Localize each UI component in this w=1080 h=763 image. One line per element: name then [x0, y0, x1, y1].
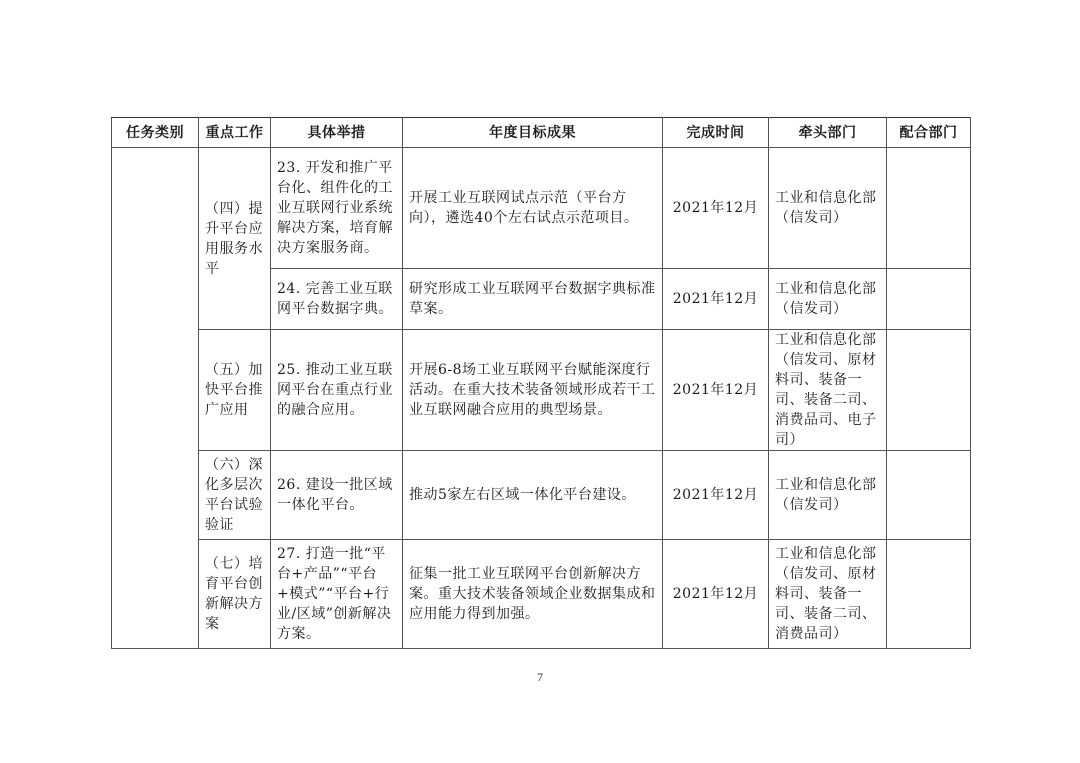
time-cell: 2021年12月: [663, 451, 769, 540]
support-cell: [887, 148, 971, 269]
header-lead-department: 牵头部门: [769, 118, 887, 148]
measure-cell: 23. 开发和推广平台化、组件化的工业互联网行业系统解决方案，培育解决方案服务商。: [271, 148, 403, 269]
table-row: [112, 148, 971, 269]
page-number: 7: [537, 670, 543, 684]
goal-cell: 征集一批工业互联网平台创新解决方案。重大技术装备领域企业数据集成和应用能力得到加强。: [403, 540, 663, 649]
header-completion-time: 完成时间: [663, 118, 769, 148]
header-support-department: 配合部门: [887, 118, 971, 148]
support-cell: [887, 269, 971, 330]
lead-cell: 工业和信息化部（信发司）: [769, 451, 887, 540]
support-cell: [887, 451, 971, 540]
table-row: [112, 330, 971, 451]
key-work-cell: （七）培育平台创新解决方案: [199, 540, 271, 649]
table-header-row: [112, 118, 971, 148]
header-annual-goal: 年度目标成果: [403, 118, 663, 148]
support-cell: [887, 330, 971, 451]
goal-cell: 开展工业互联网试点示范（平台方向），遴选40个左右试点示范项目。: [403, 148, 663, 269]
header-key-work: 重点工作: [199, 118, 271, 148]
goal-cell: 推动5家左右区域一体化平台建设。: [403, 451, 663, 540]
key-work-cell: （四）提升平台应用服务水平: [199, 148, 271, 330]
table-row: [112, 451, 971, 540]
support-cell: [887, 540, 971, 649]
key-work-cell: （五）加快平台推广应用: [199, 330, 271, 451]
measure-cell: 26. 建设一批区域一体化平台。: [271, 451, 403, 540]
lead-cell: 工业和信息化部（信发司、原材料司、装备一司、装备二司、消费品司）: [769, 540, 887, 649]
lead-cell: 工业和信息化部（信发司、原材料司、装备一司、装备二司、消费品司、电子司）: [769, 330, 887, 451]
goal-cell: 研究形成工业互联网平台数据字典标准草案。: [403, 269, 663, 330]
key-work-cell: （六）深化多层次平台试验验证: [199, 451, 271, 540]
lead-cell: 工业和信息化部（信发司）: [769, 269, 887, 330]
measure-cell: 24. 完善工业互联网平台数据字典。: [271, 269, 403, 330]
time-cell: 2021年12月: [663, 148, 769, 269]
goal-cell: 开展6-8场工业互联网平台赋能深度行活动。在重大技术装备领域形成若干工业互联网融合应用的典型场景。: [403, 330, 663, 451]
header-task-category: 任务类别: [112, 118, 199, 148]
measure-cell: 25. 推动工业互联网平台在重点行业的融合应用。: [271, 330, 403, 451]
header-measures: 具体举措: [271, 118, 403, 148]
lead-cell: 工业和信息化部（信发司）: [769, 148, 887, 269]
measure-cell: 27. 打造一批“平台+产品”“平台+模式”“平台+行业/区域”创新解决方案。: [271, 540, 403, 649]
time-cell: 2021年12月: [663, 540, 769, 649]
work-plan-table: [111, 117, 971, 649]
time-cell: 2021年12月: [663, 269, 769, 330]
table-row: [112, 540, 971, 649]
time-cell: 2021年12月: [663, 330, 769, 451]
task-category-cell: [112, 148, 199, 649]
